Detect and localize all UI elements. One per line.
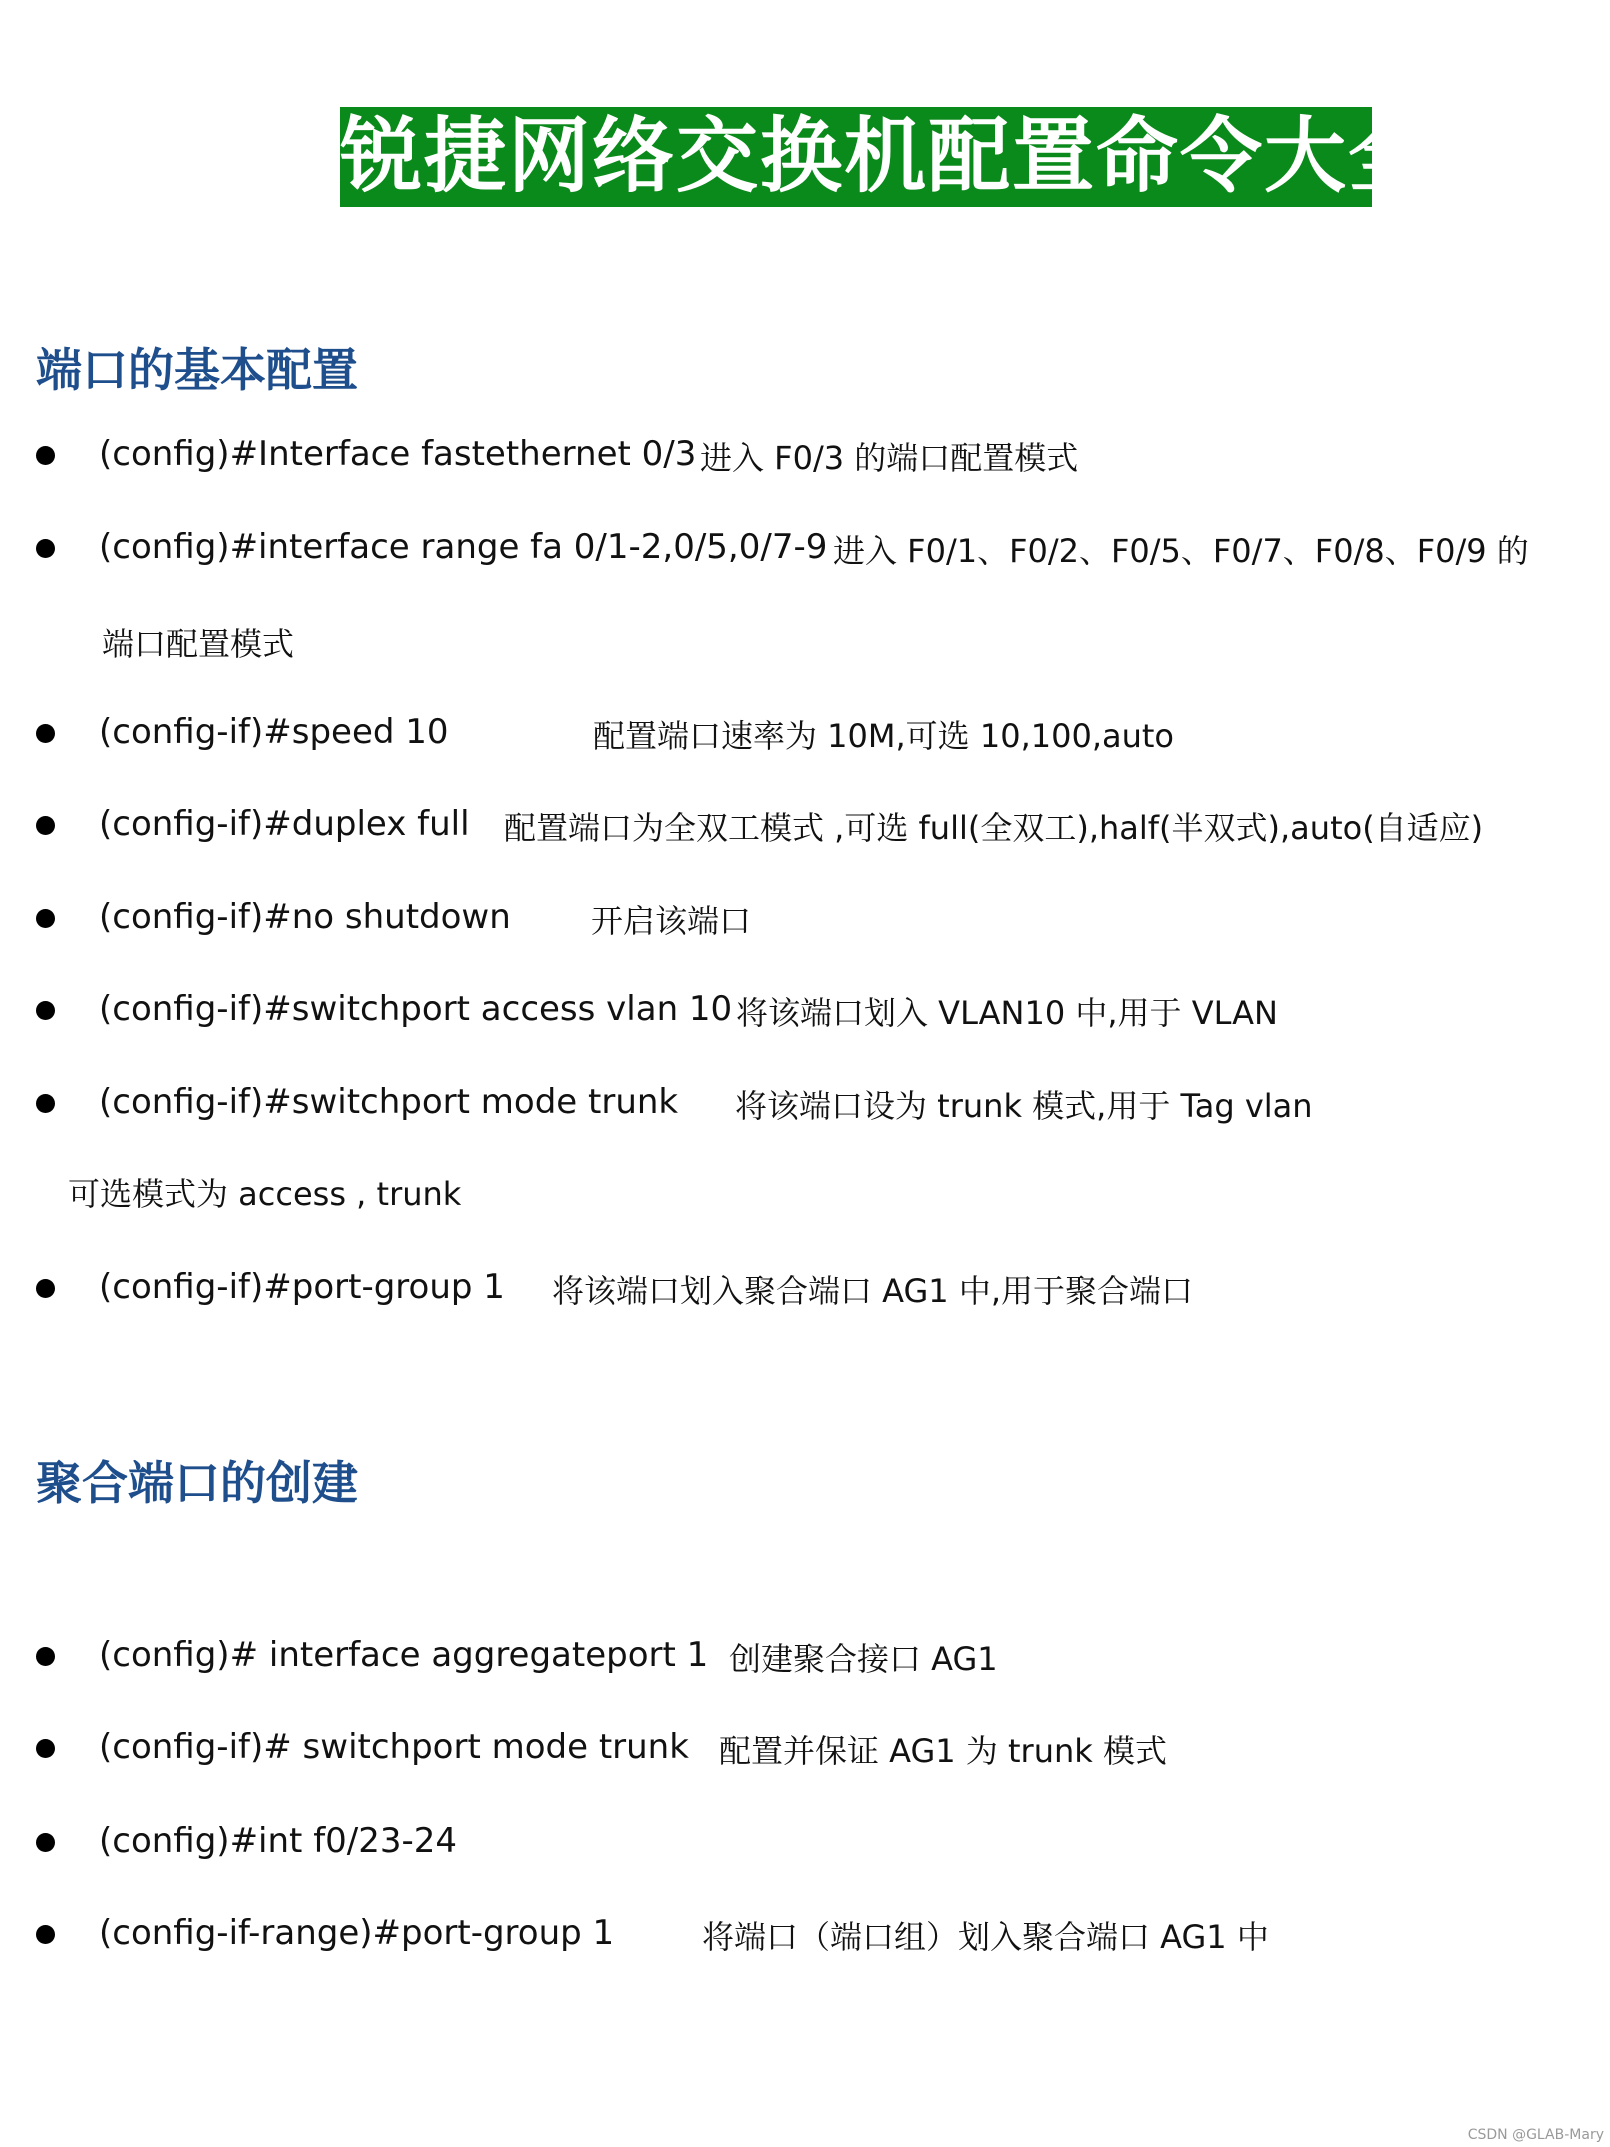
command-text: (config-if)# switchport mode trunk [99, 1727, 689, 1767]
bullet-icon [36, 446, 55, 465]
command-text: (config)#interface range fa 0/1-2,0/5,0/7-9 [99, 527, 828, 567]
description-text: 进入 F0/1、F0/2、F0/5、F0/7、F0/8、F0/9 的 [833, 532, 1529, 570]
command-text: (config-if)#duplex full [99, 804, 470, 844]
description-continuation: 端口配置模式 [102, 625, 295, 663]
description-text: 配置并保证 AG1 为 trunk 模式 [719, 1732, 1167, 1770]
bullet-icon [36, 1094, 55, 1113]
description-text: 开启该端口 [591, 902, 752, 940]
bullet-icon [36, 539, 55, 558]
description-text: 配置端口为全双工模式 ,可选 full(全双工),half(半双式),auto(自适应) [504, 809, 1484, 847]
bullet-icon [36, 1925, 55, 1944]
description-text: 将该端口划入 VLAN10 中,用于 VLAN [736, 994, 1278, 1032]
command-text: (config)#int f0/23-24 [99, 1821, 458, 1861]
description-text: 进入 F0/3 的端口配置模式 [700, 439, 1079, 477]
description-continuation: 可选模式为 access , trunk [68, 1175, 462, 1213]
bullet-icon [36, 1279, 55, 1298]
command-text: (config-if)#switchport mode trunk [99, 1082, 679, 1122]
command-text: (config)#Interface fastethernet 0/3 [99, 434, 697, 474]
bullet-icon [36, 724, 55, 743]
bullet-icon [36, 1647, 55, 1666]
command-text: (config-if)#switchport access vlan 10 [99, 989, 733, 1029]
description-text: 将该端口设为 trunk 模式,用于 Tag vlan [735, 1087, 1313, 1125]
watermark: CSDN @GLAB-Mary [1467, 2127, 1604, 2143]
description-text: 将端口（端口组）划入聚合端口 AG1 中 [702, 1918, 1269, 1956]
bullet-icon [36, 1739, 55, 1758]
description-text: 将该端口划入聚合端口 AG1 中,用于聚合端口 [552, 1272, 1194, 1310]
page-title: 锐捷网络交换机配置命令大全 [340, 107, 1372, 207]
section-heading-port-basic: 端口的基本配置 [36, 343, 358, 397]
description-text: 创建聚合接口 AG1 [729, 1640, 998, 1678]
command-text: (config)# interface aggregateport 1 [99, 1635, 709, 1675]
bullet-icon [36, 816, 55, 835]
bullet-icon [36, 909, 55, 928]
command-text: (config-if)#speed 10 [99, 712, 449, 752]
bullet-icon [36, 1001, 55, 1020]
section-heading-aggregate-port: 聚合端口的创建 [36, 1456, 358, 1510]
bullet-icon [36, 1833, 55, 1852]
command-text: (config-if)#no shutdown [99, 897, 511, 937]
description-text: 配置端口速率为 10M,可选 10,100,auto [593, 717, 1175, 755]
command-text: (config-if-range)#port-group 1 [99, 1913, 615, 1953]
command-text: (config-if)#port-group 1 [99, 1267, 505, 1307]
